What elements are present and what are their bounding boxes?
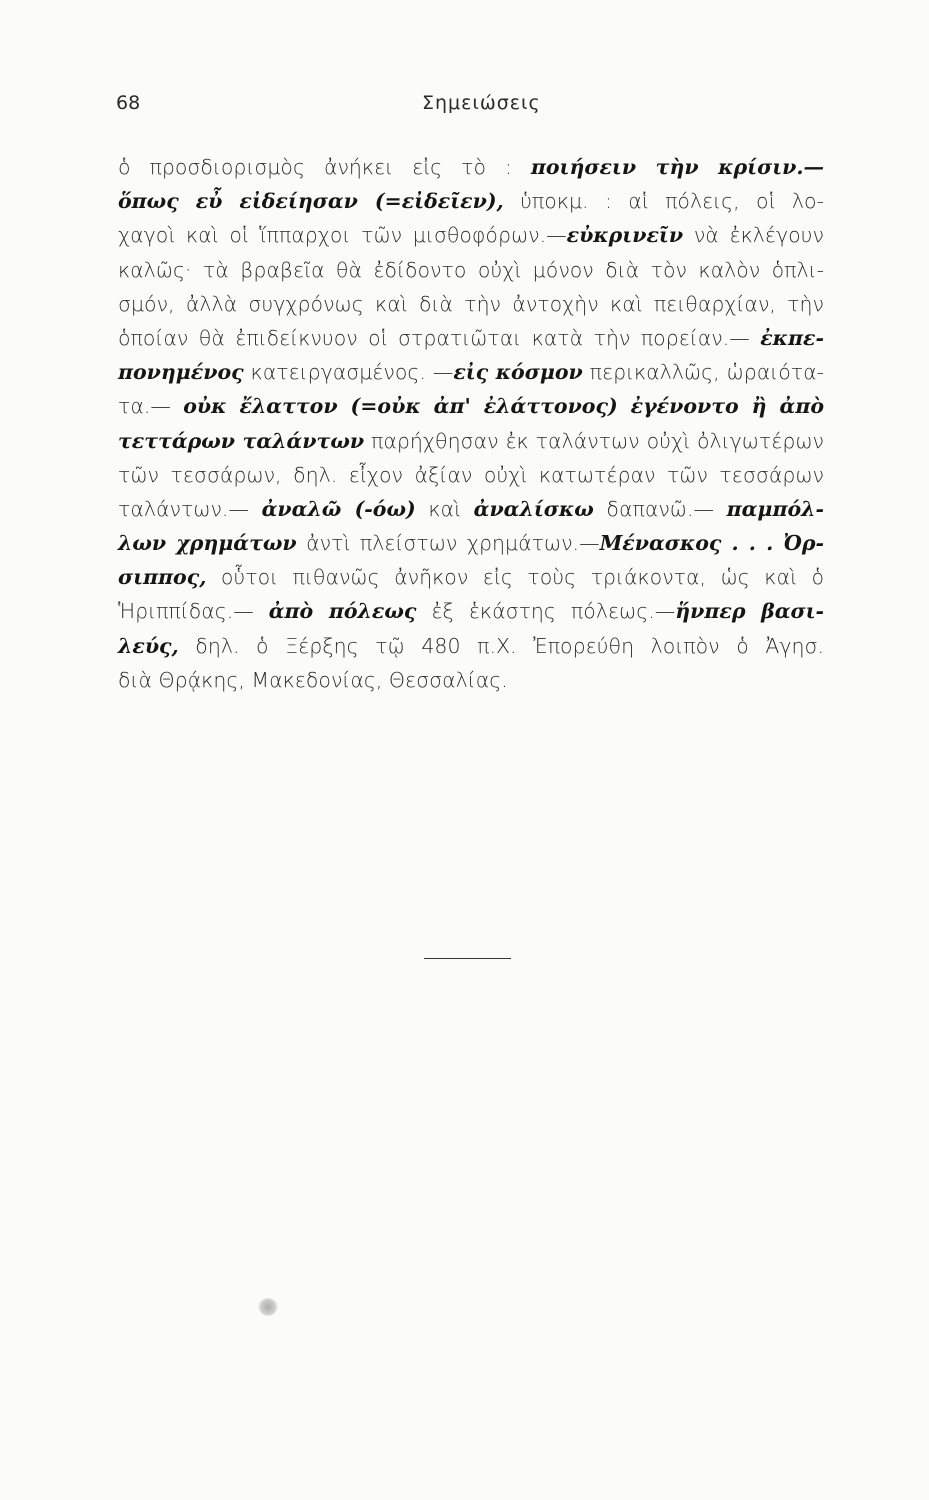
text-line: καλῶς· τὰ βραβεῖα θὰ ἐδίδοντο οὐχὶ μόνον διὰ τὸν καλὸν ὁπλι- (118, 257, 824, 282)
text-line: Ἡριππίδας.— ἀπὸ πόλεως ἐξ ἑκάστης πόλεως.—ἥνπερ βασι- (118, 599, 825, 624)
text-line: ταλάντων.— ἀναλῶ (-όω) καὶ ἀναλίσκω δαπανῶ.— παμπόλ- (118, 496, 825, 521)
notes-body (118, 150, 824, 697)
text-line: σιππος, οὗτοι πιθανῶς ἀνῆκον εἰς τοὺς τριάκοντα, ὡς καὶ ὁ (118, 565, 824, 590)
ink-blot (258, 1298, 278, 1316)
running-head: Σημειώσεις (422, 92, 541, 114)
text-line: πονημένος κατειργασμένος. —εἰς κόσμον περικαλλῶς, ὡραιότα- (118, 360, 824, 385)
text-line: τα.— οὐκ ἔλαττον (=οὐκ ἀπ' ἐλάττονος) ἐγένοντο ἢ ἀπὸ (118, 394, 824, 419)
page-header (116, 92, 816, 122)
text-line: διὰ Θρᾴκης, Μακεδονίας, Θεσσαλίας. (118, 667, 508, 692)
text-line: λεύς, δηλ. ὁ Ξέρξης τῷ 480 π.Χ. Ἐπορεύθη λοιπὸν ὁ Ἀγησ. (118, 633, 824, 658)
text-line: σμόν, ἀλλὰ συγχρόνως καὶ διὰ τὴν ἀντοχὴν καὶ πειθαρχίαν, τὴν (118, 291, 824, 316)
text-line: ὁ προσδιορισμὸς ἀνήκει εἰς τὸ : ποιήσειν τὴν κρίσιν.— (118, 155, 824, 179)
section-end-rule (424, 958, 511, 959)
text-line: ὁποίαν θὰ ἐπιδείκνυον οἱ στρατιῶται κατὰ τὴν πορείαν.— ἐκπε- (118, 325, 824, 350)
text-line: τῶν τεσσάρων, δηλ. εἶχον ἀξίαν οὐχὶ κατωτέραν τῶν τεσσάρων (118, 462, 824, 487)
text-line: τεττάρων ταλάντων παρήχθησαν ἐκ ταλάντων οὐχὶ ὀλιγωτέρων (118, 428, 824, 453)
text-line: ὅπως εὖ εἰδείησαν (=εἰδεῖεν), ὑποκμ. : αἱ πόλεις, οἱ λο- (118, 189, 824, 214)
text-line: χαγοὶ καὶ οἱ ἵππαρχοι τῶν μισθοφόρων.—εὐκρινεῖν νὰ ἐκλέγουν (118, 223, 824, 248)
text-line: λων χρημάτων ἀντὶ πλείστων χρημάτων.—Μένασκος . . . Ὀρ- (118, 531, 824, 556)
page-number: 68 (116, 92, 141, 114)
